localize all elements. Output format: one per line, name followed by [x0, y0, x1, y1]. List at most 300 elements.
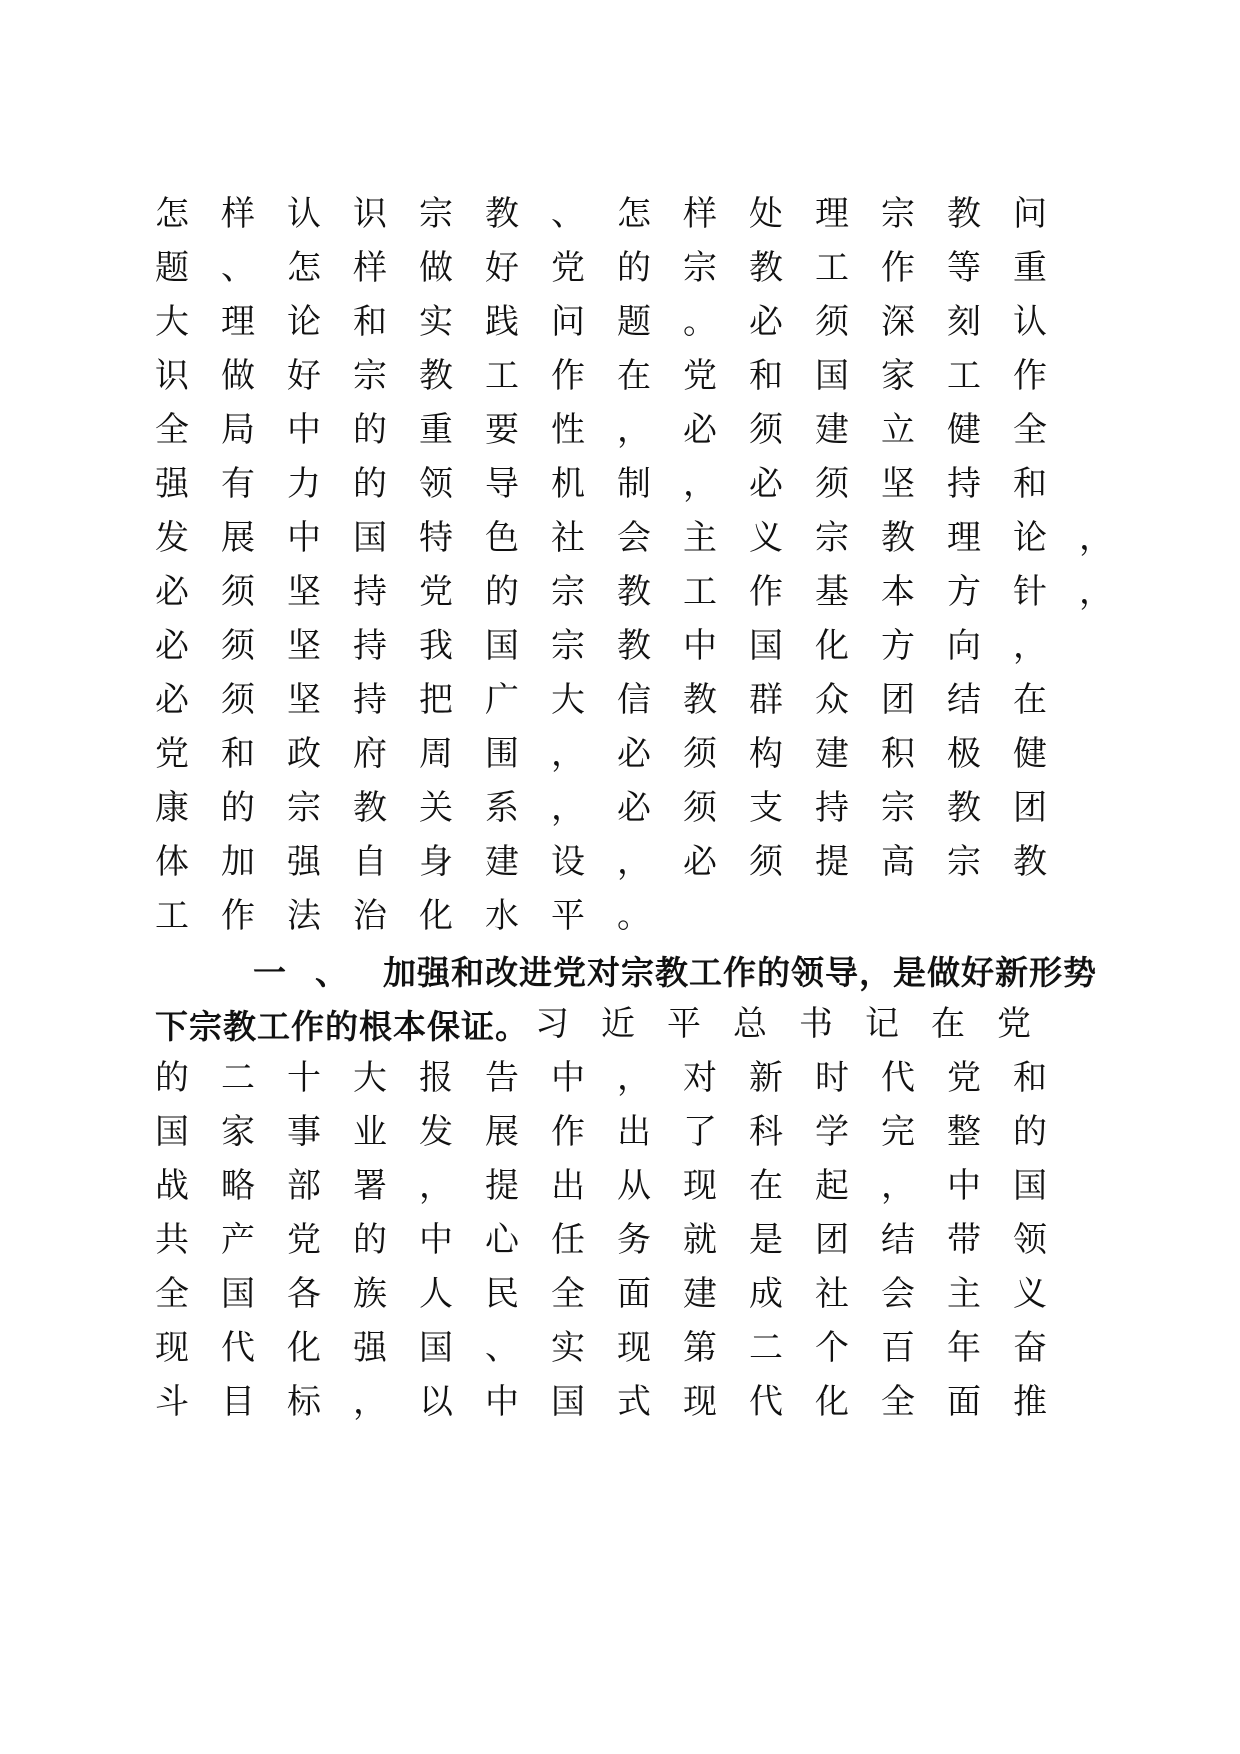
text-char: 在: [931, 1004, 965, 1044]
text-char: 须: [221, 626, 255, 666]
text-char: 大: [353, 1058, 387, 1098]
text-char: 极: [947, 734, 981, 774]
text-char: 怎: [287, 248, 321, 288]
text-char: 全: [881, 1382, 915, 1422]
text-char: 代: [881, 1058, 915, 1098]
text-char: 论: [287, 302, 321, 342]
text-char: 好: [485, 248, 519, 288]
text-char: 健: [947, 410, 981, 450]
text-char: 强: [287, 842, 321, 882]
text-char: 中: [287, 410, 321, 450]
text-char: 年: [947, 1328, 981, 1368]
text-char: 坚: [881, 464, 915, 504]
text-char: 问: [551, 302, 585, 342]
text-char: 须: [221, 680, 255, 720]
text-char: 和: [221, 734, 255, 774]
text-char: 宗: [353, 356, 387, 396]
text-line: [155, 292, 1079, 352]
text-char: 发: [419, 1112, 453, 1152]
text-char: 工: [683, 572, 717, 612]
text-char: 有: [221, 464, 255, 504]
text-char: 持: [353, 572, 387, 612]
text-char: 怎: [617, 194, 651, 234]
text-char: 社: [815, 1274, 849, 1314]
text-char: 和: [1013, 464, 1047, 504]
text-char: 持: [815, 788, 849, 828]
text-char: ，: [617, 1058, 651, 1098]
text-line: [155, 1048, 1079, 1108]
text-char: 主: [947, 1274, 981, 1314]
text-char: 向: [947, 626, 981, 666]
text-char: 做: [419, 248, 453, 288]
text-char: 自: [353, 842, 387, 882]
text-char: 国: [155, 1112, 189, 1152]
text-char: 奋: [1013, 1328, 1047, 1368]
text-char: 怎: [155, 194, 189, 234]
text-char: 周: [419, 734, 453, 774]
text-char: 局: [221, 410, 255, 450]
text-char: 的: [353, 1220, 387, 1260]
text-char: 实: [551, 1328, 585, 1368]
text-char: 任: [551, 1220, 585, 1260]
text-char: 部: [287, 1166, 321, 1206]
text-line: [155, 1210, 1079, 1270]
text-char: 人: [419, 1274, 453, 1314]
text-char: 机: [551, 464, 585, 504]
text-line: [155, 778, 1079, 838]
text-char: 全: [551, 1274, 585, 1314]
text-char: 题: [617, 302, 651, 342]
text-char: ，: [1013, 626, 1047, 666]
text-char: 等: [947, 248, 981, 288]
text-char: 在: [1013, 680, 1047, 720]
text-char: 第: [683, 1328, 717, 1368]
text-char: 起: [815, 1166, 849, 1206]
text-line: [155, 1102, 1079, 1162]
text-char: 题: [155, 248, 189, 288]
text-char: 立: [881, 410, 915, 450]
text-char: 义: [1013, 1274, 1047, 1314]
text-char: 样: [683, 194, 717, 234]
text-line: [155, 508, 1145, 568]
text-char: 出: [551, 1166, 585, 1206]
text-char: 须: [749, 842, 783, 882]
text-char: 党: [947, 1058, 981, 1098]
section-heading: [253, 940, 1097, 1000]
text-char: 本: [881, 572, 915, 612]
text-char: 须: [815, 464, 849, 504]
text-char: 平: [667, 1004, 701, 1044]
text-char: 会: [881, 1274, 915, 1314]
text-char: 必: [155, 572, 189, 612]
text-char: 治: [353, 896, 387, 936]
text-char: 重: [1013, 248, 1047, 288]
text-line: [155, 346, 1079, 406]
text-char: 现: [683, 1166, 717, 1206]
text-char: 强: [353, 1328, 387, 1368]
text-char: 学: [815, 1112, 849, 1152]
text-char: 记: [865, 1004, 899, 1044]
text-char: 宗: [683, 248, 717, 288]
text-char: 针: [1013, 572, 1047, 612]
text-char: 的: [485, 572, 519, 612]
text-char: 理: [815, 194, 849, 234]
text-char: 须: [221, 572, 255, 612]
text-char: 做: [221, 356, 255, 396]
text-char: 中: [485, 1382, 519, 1422]
text-char: 刻: [947, 302, 981, 342]
text-char: 民: [485, 1274, 519, 1314]
section-heading-text-2: 下宗教工作的根本保证。: [155, 1006, 529, 1046]
text-char: 力: [287, 464, 321, 504]
text-line: [155, 616, 1079, 676]
text-char: 现: [155, 1328, 189, 1368]
text-char: 设: [551, 842, 585, 882]
text-char: 署: [353, 1166, 387, 1206]
text-char: 中: [947, 1166, 981, 1206]
text-char: 实: [419, 302, 453, 342]
text-char: 作: [221, 896, 255, 936]
text-char: 党: [551, 248, 585, 288]
text-char: 。: [683, 302, 717, 342]
text-char: 推: [1013, 1382, 1047, 1422]
text-char: 宗: [881, 788, 915, 828]
text-char: 党: [419, 572, 453, 612]
text-char: 坚: [287, 626, 321, 666]
text-char: ，: [617, 410, 651, 450]
text-char: 教: [683, 680, 717, 720]
text-char: ，: [353, 1382, 387, 1422]
text-char: 团: [1013, 788, 1047, 828]
text-char: 众: [815, 680, 849, 720]
text-char: 教: [1013, 842, 1047, 882]
text-char: 问: [1013, 194, 1047, 234]
text-run: [535, 994, 1063, 1054]
text-char: 必: [617, 788, 651, 828]
text-char: 样: [221, 194, 255, 234]
text-char: 践: [485, 302, 519, 342]
text-char: 二: [749, 1328, 783, 1368]
text-char: 以: [419, 1382, 453, 1422]
text-char: 认: [1013, 302, 1047, 342]
text-char: 持: [353, 626, 387, 666]
text-char: 和: [353, 302, 387, 342]
text-line: [155, 562, 1145, 622]
text-char: 教: [947, 788, 981, 828]
text-char: 样: [353, 248, 387, 288]
text-char: 社: [551, 518, 585, 558]
text-char: ，: [1079, 572, 1113, 612]
text-char: 信: [617, 680, 651, 720]
text-char: 的: [221, 788, 255, 828]
text-char: 制: [617, 464, 651, 504]
text-char: 会: [617, 518, 651, 558]
text-char: 、: [551, 194, 585, 234]
text-char: 成: [749, 1274, 783, 1314]
text-char: 族: [353, 1274, 387, 1314]
text-char: 化: [815, 1382, 849, 1422]
text-char: 水: [485, 896, 519, 936]
section-separator: 、: [315, 952, 348, 992]
text-char: 国: [749, 626, 783, 666]
text-char: 团: [881, 680, 915, 720]
text-char: 在: [617, 356, 651, 396]
text-char: 百: [881, 1328, 915, 1368]
text-char: 大: [551, 680, 585, 720]
text-line: [155, 454, 1079, 514]
text-char: 健: [1013, 734, 1047, 774]
text-char: 党: [997, 1004, 1031, 1044]
text-char: 广: [485, 680, 519, 720]
text-char: 的: [617, 248, 651, 288]
text-char: 教: [617, 626, 651, 666]
text-char: 面: [947, 1382, 981, 1422]
text-char: 色: [485, 518, 519, 558]
text-char: 中: [551, 1058, 585, 1098]
text-line: [155, 832, 1079, 892]
text-char: 提: [485, 1166, 519, 1206]
text-char: 团: [815, 1220, 849, 1260]
text-char: 代: [749, 1382, 783, 1422]
text-char: 工: [485, 356, 519, 396]
text-char: 高: [881, 842, 915, 882]
text-char: 作: [881, 248, 915, 288]
text-char: 教: [419, 356, 453, 396]
text-char: 体: [155, 842, 189, 882]
text-char: 义: [749, 518, 783, 558]
text-char: 中: [287, 518, 321, 558]
text-char: 国: [419, 1328, 453, 1368]
text-char: 结: [947, 680, 981, 720]
text-char: 要: [485, 410, 519, 450]
text-char: 教: [485, 194, 519, 234]
text-char: 略: [221, 1166, 255, 1206]
text-char: 理: [221, 302, 255, 342]
section-heading-continued: [155, 994, 1063, 1054]
text-char: 关: [419, 788, 453, 828]
text-char: 认: [287, 194, 321, 234]
text-char: 好: [287, 356, 321, 396]
text-line: [155, 670, 1079, 730]
text-char: 必: [749, 464, 783, 504]
text-line: [155, 724, 1079, 784]
text-char: 性: [551, 410, 585, 450]
text-char: 建: [815, 734, 849, 774]
text-char: 宗: [551, 572, 585, 612]
text-char: 工: [155, 896, 189, 936]
text-char: 产: [221, 1220, 255, 1260]
text-char: 持: [353, 680, 387, 720]
text-char: 必: [683, 842, 717, 882]
text-char: 建: [683, 1274, 717, 1314]
text-char: 导: [485, 464, 519, 504]
text-char: 、: [485, 1328, 519, 1368]
text-char: 发: [155, 518, 189, 558]
text-char: 基: [815, 572, 849, 612]
text-char: ，: [551, 734, 585, 774]
text-char: 时: [815, 1058, 849, 1098]
text-char: 家: [221, 1112, 255, 1152]
text-char: 系: [485, 788, 519, 828]
text-char: 十: [287, 1058, 321, 1098]
text-char: 须: [815, 302, 849, 342]
text-line: [155, 400, 1079, 460]
text-char: 身: [419, 842, 453, 882]
text-char: 理: [947, 518, 981, 558]
text-char: 政: [287, 734, 321, 774]
text-char: 现: [683, 1382, 717, 1422]
text-char: 事: [287, 1112, 321, 1152]
text-char: 、: [221, 248, 255, 288]
text-char: 方: [881, 626, 915, 666]
text-char: 业: [353, 1112, 387, 1152]
text-char: 构: [749, 734, 783, 774]
text-char: 持: [947, 464, 981, 504]
text-char: 在: [749, 1166, 783, 1206]
text-char: 论: [1013, 518, 1047, 558]
text-char: 大: [155, 302, 189, 342]
text-char: 工: [947, 356, 981, 396]
text-char: 党: [683, 356, 717, 396]
text-char: 须: [683, 734, 717, 774]
text-line: [155, 1156, 1079, 1216]
text-char: 家: [881, 356, 915, 396]
text-char: 习: [535, 1004, 569, 1044]
text-char: 作: [749, 572, 783, 612]
text-char: ，: [683, 464, 717, 504]
text-char: 平: [551, 896, 585, 936]
text-char: 斗: [155, 1382, 189, 1422]
text-char: 方: [947, 572, 981, 612]
text-char: 深: [881, 302, 915, 342]
text-char: 党: [155, 734, 189, 774]
text-char: 从: [617, 1166, 651, 1206]
text-line: [155, 1372, 1079, 1432]
text-char: 我: [419, 626, 453, 666]
text-char: 教: [749, 248, 783, 288]
text-line: [155, 886, 683, 946]
text-char: 式: [617, 1382, 651, 1422]
text-char: 教: [947, 194, 981, 234]
text-char: ，: [419, 1166, 453, 1206]
text-char: 府: [353, 734, 387, 774]
text-char: 总: [733, 1004, 767, 1044]
text-char: 和: [1013, 1058, 1047, 1098]
text-char: 必: [749, 302, 783, 342]
text-line: [155, 238, 1079, 298]
text-char: 识: [353, 194, 387, 234]
section-heading-text: 加强和改进党对宗教工作的领导，是做好新形势: [383, 952, 1097, 992]
text-char: 对: [683, 1058, 717, 1098]
text-char: 作: [1013, 356, 1047, 396]
text-char: 须: [683, 788, 717, 828]
text-char: 目: [221, 1382, 255, 1422]
text-char: 全: [155, 1274, 189, 1314]
text-char: 国: [353, 518, 387, 558]
text-char: 化: [419, 896, 453, 936]
text-char: ，: [551, 788, 585, 828]
text-char: 加: [221, 842, 255, 882]
text-char: 务: [617, 1220, 651, 1260]
text-char: 宗: [551, 626, 585, 666]
text-char: 作: [551, 1112, 585, 1152]
text-char: 领: [419, 464, 453, 504]
text-char: 群: [749, 680, 783, 720]
text-char: 共: [155, 1220, 189, 1260]
text-char: 提: [815, 842, 849, 882]
text-char: 战: [155, 1166, 189, 1206]
text-char: 结: [881, 1220, 915, 1260]
text-char: 必: [683, 410, 717, 450]
text-char: 国: [815, 356, 849, 396]
text-char: 的: [1013, 1112, 1047, 1152]
text-char: 带: [947, 1220, 981, 1260]
text-char: 近: [601, 1004, 635, 1044]
text-char: 建: [485, 842, 519, 882]
text-char: 建: [815, 410, 849, 450]
text-char: 主: [683, 518, 717, 558]
text-line: [155, 1318, 1079, 1378]
text-char: 领: [1013, 1220, 1047, 1260]
text-char: 出: [617, 1112, 651, 1152]
text-char: 宗: [947, 842, 981, 882]
text-char: 就: [683, 1220, 717, 1260]
text-char: 教: [617, 572, 651, 612]
text-char: 个: [815, 1328, 849, 1368]
text-char: ，: [617, 842, 651, 882]
text-char: 告: [485, 1058, 519, 1098]
text-char: 全: [155, 410, 189, 450]
text-char: 宗: [287, 788, 321, 828]
text-char: 把: [419, 680, 453, 720]
text-char: 面: [617, 1274, 651, 1314]
text-char: 识: [155, 356, 189, 396]
text-char: 了: [683, 1112, 717, 1152]
text-char: 坚: [287, 680, 321, 720]
text-char: 化: [287, 1328, 321, 1368]
text-char: 书: [799, 1004, 833, 1044]
text-char: ，: [1079, 518, 1113, 558]
text-char: 国: [221, 1274, 255, 1314]
text-char: 展: [485, 1112, 519, 1152]
text-char: 重: [419, 410, 453, 450]
text-char: 宗: [419, 194, 453, 234]
text-char: 康: [155, 788, 189, 828]
text-char: 化: [815, 626, 849, 666]
text-char: 标: [287, 1382, 321, 1422]
text-char: 全: [1013, 410, 1047, 450]
text-char: 心: [485, 1220, 519, 1260]
text-char: 国: [1013, 1166, 1047, 1206]
text-line: [155, 184, 1079, 244]
text-char: 须: [749, 410, 783, 450]
text-char: 科: [749, 1112, 783, 1152]
text-char: 展: [221, 518, 255, 558]
text-char: 。: [617, 896, 651, 936]
text-char: 积: [881, 734, 915, 774]
text-char: 法: [287, 896, 321, 936]
text-char: 代: [221, 1328, 255, 1368]
text-char: 的: [155, 1058, 189, 1098]
text-char: 作: [551, 356, 585, 396]
text-char: 教: [353, 788, 387, 828]
section-number: 一: [253, 952, 286, 992]
text-char: 坚: [287, 572, 321, 612]
text-char: 国: [485, 626, 519, 666]
text-char: 二: [221, 1058, 255, 1098]
text-char: 围: [485, 734, 519, 774]
text-char: 新: [749, 1058, 783, 1098]
